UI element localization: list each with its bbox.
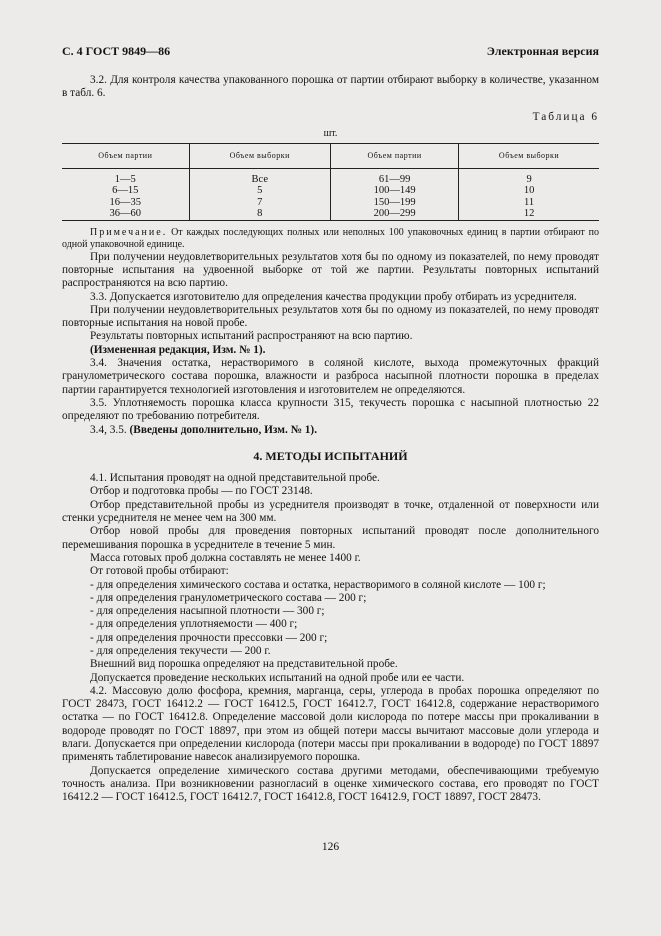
edit-note-2	[62, 424, 599, 437]
list-item: - для определения уплотняемости — 400 г;	[90, 618, 298, 631]
paragraph-retest: При получении неудовлетворительных результатов хотя бы по одному из показателей, по нему проводят повторные испытания на удвоенной выборке от той же партии. Результаты повторных испытаний распространяются на всю партию.	[62, 250, 599, 290]
paragraph: Отбор и подготовка пробы — по ГОСТ 23148.	[90, 485, 313, 498]
table-cell: 36—60	[109, 208, 142, 220]
table-header-row	[62, 144, 599, 169]
header-right: Электронная версия	[486, 44, 599, 58]
table-cell: 9	[459, 168, 599, 185]
paragraph-3-5: 3.5. Уплотняемость порошка класса крупности 315, текучесть порошка с насыпной плотностью 22 определяют по требованию потребителя.	[62, 396, 599, 423]
edit-note-2-label: 3.4, 3.5.	[90, 423, 127, 436]
note-label: Примечание.	[90, 226, 168, 238]
paragraph-3-2: 3.2. Для контроля качества упакованного порошка от партии отбирают выборку в количестве, указанном в табл. 6.	[62, 74, 599, 100]
list-item: - для определения текучести — 200 г.	[90, 645, 271, 657]
note-text: От каждых последующих полных или неполных 100 упаковочных единиц в партии отбирают по одной упаковочной единице.	[62, 226, 599, 250]
paragraph: От готовой пробы отбирают:	[90, 565, 229, 578]
table-cell: 12	[459, 208, 599, 220]
paragraph: 4.1. Испытания проводят на одной представительной пробе.	[90, 472, 380, 485]
table-cell: Все	[189, 168, 330, 185]
table-row	[62, 197, 599, 209]
table-cell: 1—5	[114, 173, 136, 185]
table-header-cell: Объем партии	[330, 144, 458, 169]
paragraph: Масса готовых проб должна составлять не менее 1400 г.	[90, 551, 361, 564]
paragraph-4-2: 4.2. Массовую долю фосфора, кремния, марганца, серы, углерода в пробах порошка определяют по ГОСТ 28473, ГОСТ 16412.2 — ГОСТ 16412.5, ГОСТ 16412.7, ГОСТ 16412.8, содержание нерастворимого остатка — по ГОСТ 16412.8. Определение массовой доли кислорода по потере массы при прокаливании в водороде проводят по ГОСТ 18897, при этом из общей потери массы вычитают массовые доли углерода и влаги. Допускается при определении кислорода (потери массы при прокаливании в водороде) по ГОСТ 18897 применять таблетирование навесок анализируемого порошка.	[62, 684, 599, 764]
table-note	[62, 227, 599, 251]
table-cell: 16—35	[109, 196, 142, 208]
table-header-cell: Объем выборки	[459, 144, 599, 169]
list-item: - для определения насыпной плотности — 300 г;	[90, 605, 325, 618]
paragraph: Отбор новой пробы для проведения повторных испытаний проводят после дополнительного перемешивания порошка в усреднителе в течение 5 мин.	[62, 525, 599, 551]
paragraph-3-3: 3.3. Допускается изготовителю для определения качества продукции пробу отбирать из усреднителя.	[90, 290, 577, 303]
table-header-cell: Объем выборки	[189, 144, 330, 169]
paragraph-3-4: 3.4. Значения остатка, нерастворимого в соляной кислоте, выхода промежуточных фракций гранулометрического состава порошка, влажности и разброса насыпной плотности порошка в пределах партии гарантируется технологией изготовления и изготовителем не определяются.	[62, 357, 599, 396]
table-cell: 200—299	[330, 208, 458, 220]
section-title: 4. МЕТОДЫ ИСПЫТАНИЙ	[253, 448, 408, 463]
header-left: С. 4 ГОСТ 9849—86	[62, 44, 171, 58]
table-cell: 6—15	[112, 185, 139, 197]
table-cell: 100—149	[330, 185, 458, 197]
table-caption: Таблица 6	[532, 110, 599, 123]
page-number: 126	[321, 841, 340, 853]
paragraph: Отбор представительной пробы из усреднителя производят в точке, отдаленной от поверхности или стенки усреднителя не менее чем на 300 мм.	[62, 498, 599, 525]
list-item: - для определения прочности прессовки — 200 г;	[90, 631, 328, 644]
table-unit: шт.	[323, 127, 338, 139]
table-header-cell: Объем партии	[62, 144, 189, 169]
list-item: - для определения химического состава и остатка, нерастворимого в соляной кислоте — 100 г;	[90, 578, 546, 591]
sample-size-table	[62, 143, 599, 221]
table-row	[62, 185, 599, 197]
table-cell: 10	[459, 185, 599, 197]
page-content	[62, 74, 599, 805]
paragraph-results: Результаты повторных испытаний распространяют на всю партию.	[90, 330, 413, 343]
table-cell: 8	[189, 208, 330, 220]
paragraph: Допускается определение химического состава другими методами, обеспечивающими требуемую точность анализа. При возникновении разногласий в оценке химического состава, его проводят по ГОСТ 16412.2 — ГОСТ 16412.5, ГОСТ 16412.7, ГОСТ 16412.8, ГОСТ 16412.9, ГОСТ 18897, ГОСТ 28473.	[62, 764, 599, 804]
table-cell: 11	[459, 197, 599, 209]
edit-note-2-text: (Введены дополнительно, Изм. № 1).	[126, 423, 318, 436]
table-row	[62, 168, 599, 185]
edit-note-1: (Измененная редакция, Изм. № 1).	[90, 343, 266, 356]
table-cell: 5	[189, 185, 330, 197]
paragraph: Допускается проведение нескольких испытаний на одной пробе или ее части.	[90, 671, 465, 684]
paragraph-retest-new: При получении неудовлетворительных результатов хотя бы по одному из показателей, по нему проводят повторные испытания на новой пробе.	[62, 303, 599, 330]
table-cell: 61—99	[330, 168, 458, 185]
list-item: - для определения гранулометрического состава — 200 г;	[90, 591, 367, 604]
paragraph: Внешний вид порошка определяют на представительной пробе.	[90, 658, 398, 671]
table-cell: 150—199	[330, 197, 458, 209]
table-cell: 7	[189, 197, 330, 209]
table-row	[62, 208, 599, 220]
